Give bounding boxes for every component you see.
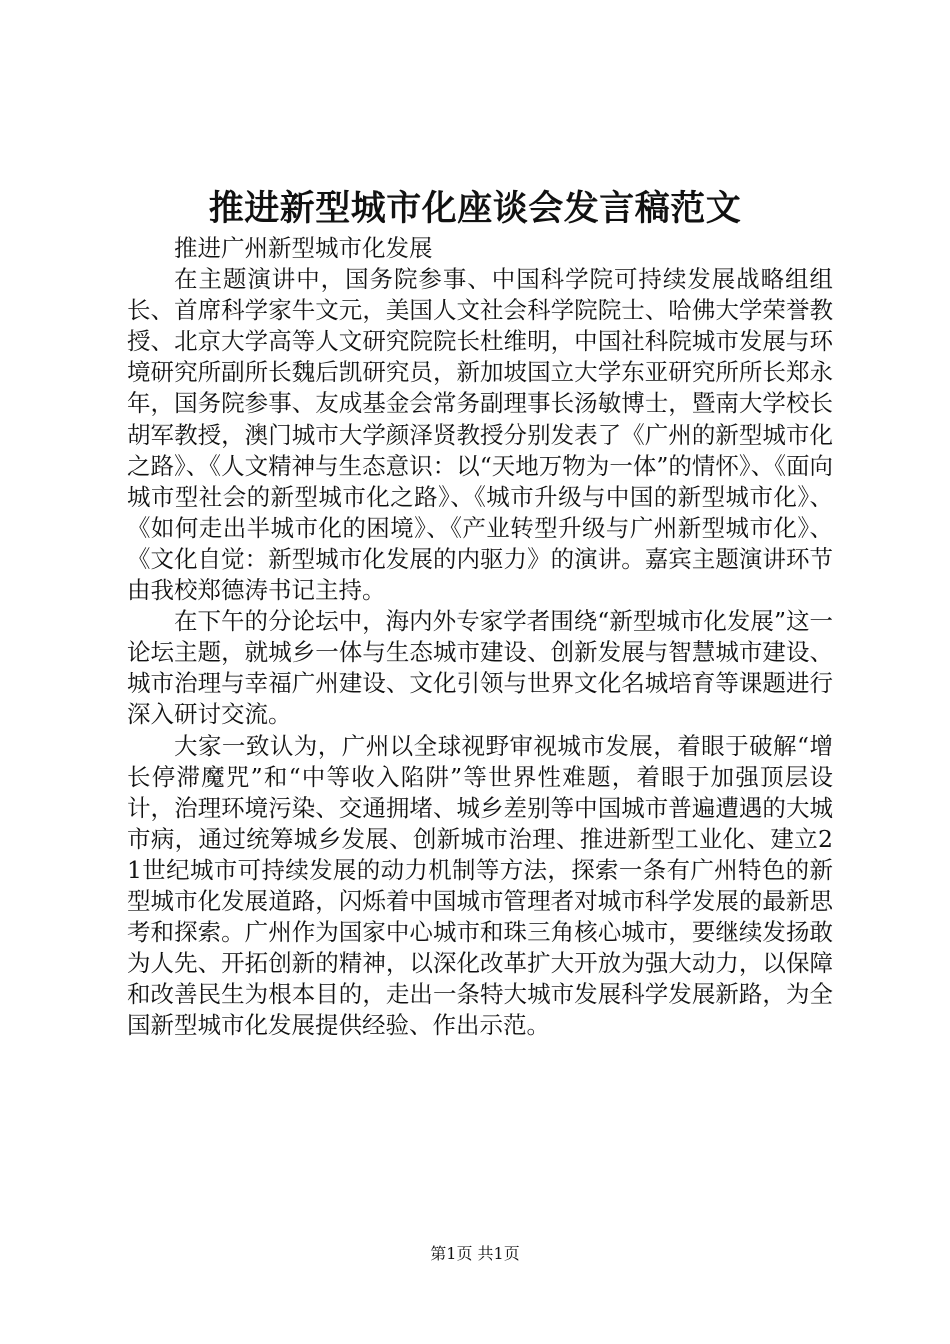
document-title: 推进新型城市化座谈会发言稿范文 — [208, 188, 742, 229]
paragraph-afternoon-forum: 在下午的分论坛中，海内外专家学者围绕“新型城市化发展”这一论坛主题，就城乡一体与生态城市建设、创新发展与智慧城市建设、城市治理与幸福广州建设、文化引领与世界文化名城培育等课题进行深入研讨交流。 — [127, 607, 833, 729]
page-footer: 第1页 共1页 — [430, 1244, 520, 1263]
document-body — [127, 233, 833, 1041]
paragraph-subtitle: 推进广州新型城市化发展 — [174, 234, 433, 262]
paragraph-consensus: 大家一致认为，广州以全球视野审视城市发展，着眼于破解“增长停滞魔咒”和“中等收入陷阱”等世界性难题，着眼于加强顶层设计，治理环境污染、交通拥堵、城乡差别等中国城市普遍遭遇的大城市病，通过统筹城乡发展、创新城市治理、推进新型工业化、建立21世纪城市可持续发展的动力机制等方法，探索一条有广州特色的新型城市化发展道路，闪烁着中国城市管理者对城市科学发展的最新思考和探索。广州作为国家中心城市和珠三角核心城市，要继续发扬敢为人先、开拓创新的精神，以深化改革扩大开放为强大动力，以保障和改善民生为根本目的，走出一条特大城市发展科学发展新路，为全国新型城市化发展提供经验、作出示范。 — [127, 731, 833, 1040]
paragraph-keynote-speeches: 在主题演讲中，国务院参事、中国科学院可持续发展战略组组长、首席科学家牛文元，美国人文社会科学院院士、哈佛大学荣誉教授、北京大学高等人文研究院院长杜维明，中国社科院城市发展与环境研究所副所长魏后凯研究员，新加坡国立大学东亚研究所所长郑永年，国务院参事、友成基金会常务副理事长汤敏博士，暨南大学校长胡军教授，澳门城市大学颜泽贤教授分别发表了《广州的新型城市化之路》、《人文精神与生态意识：以“天地万物为一体”的情怀》、《面向城市型社会的新型城市化之路》、《城市升级与中国的新型城市化》、《如何走出半城市化的困境》、《产业转型升级与广州新型城市化》、《文化自觉：新型城市化发展的内驱力》的演讲。嘉宾主题演讲环节由我校郑德涛书记主持。 — [127, 265, 833, 605]
